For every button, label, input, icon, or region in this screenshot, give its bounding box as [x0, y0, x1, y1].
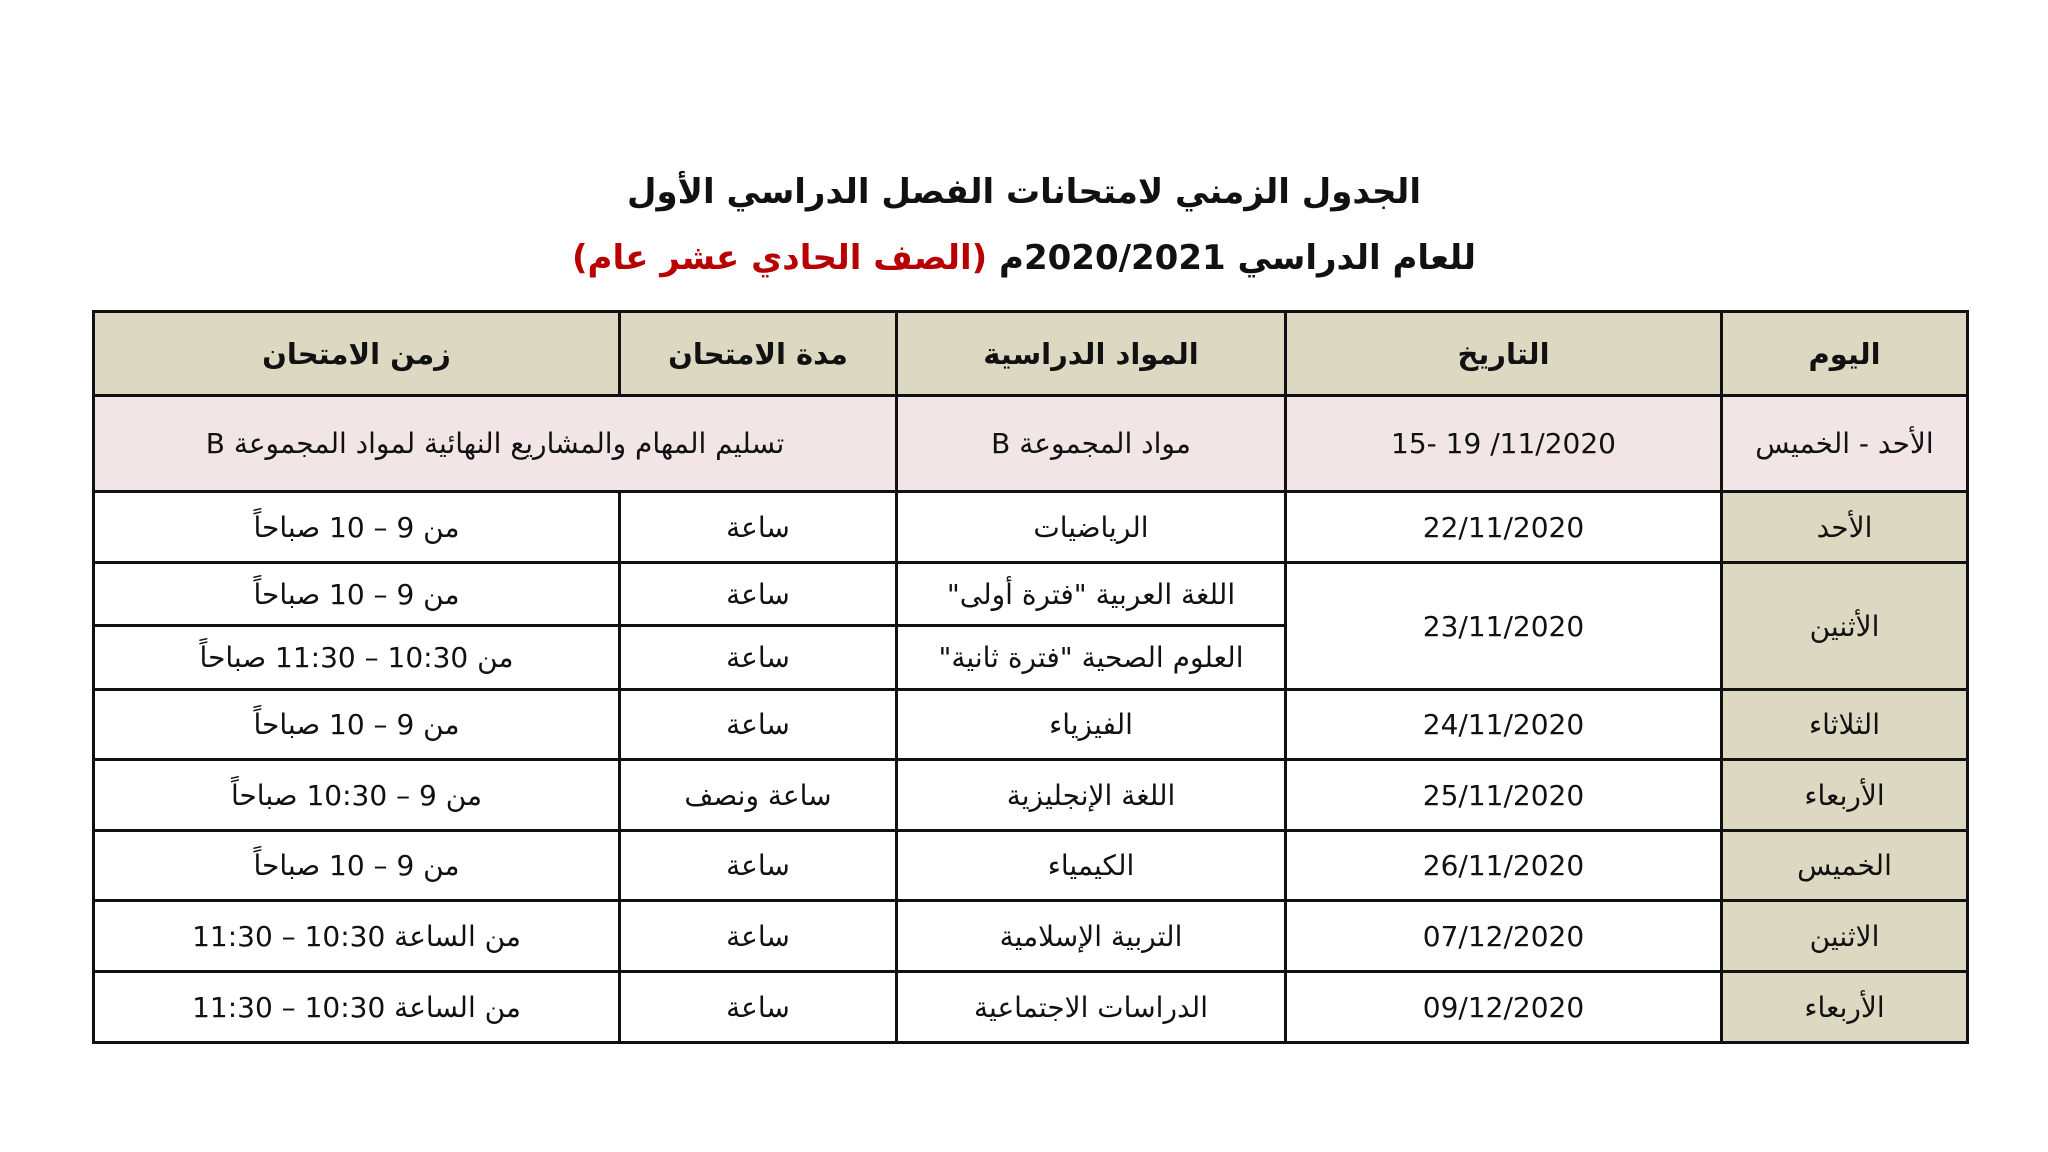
cell-duration: ساعة	[620, 972, 897, 1043]
cell-day: الخميس	[1722, 831, 1968, 901]
cell-date: 26/11/2020	[1286, 831, 1722, 901]
cell-duration: ساعة	[620, 626, 897, 690]
cell-subject: الرياضيات	[897, 492, 1286, 563]
cell-subject: التربية الإسلامية	[897, 901, 1286, 972]
cell-day: الأحد - الخميس	[1722, 396, 1968, 492]
cell-day: الأحد	[1722, 492, 1968, 563]
cell-time: من 9 – 10 صباحاً	[94, 831, 620, 901]
table-row	[94, 831, 1968, 901]
cell-duration: ساعة	[620, 563, 897, 626]
cell-subject: الفيزياء	[897, 690, 1286, 760]
cell-duration: ساعة	[620, 690, 897, 760]
cell-date: 24/11/2020	[1286, 690, 1722, 760]
cell-note: تسليم المهام والمشاريع النهائية لمواد المجموعة B	[94, 396, 897, 492]
cell-time: من الساعة 10:30 – 11:30	[94, 972, 620, 1043]
table-row	[94, 901, 1968, 972]
table-row	[94, 972, 1968, 1043]
table-row	[94, 563, 1968, 626]
cell-duration: ساعة	[620, 492, 897, 563]
exam-schedule-table	[92, 310, 1969, 1044]
cell-day: الأربعاء	[1722, 760, 1968, 831]
subtitle-year: للعام الدراسي 2020/2021م	[999, 238, 1476, 278]
cell-time: من 9 – 10:30 صباحاً	[94, 760, 620, 831]
cell-subject: اللغة الإنجليزية	[897, 760, 1286, 831]
cell-date: 23/11/2020	[1286, 563, 1722, 690]
header-date: التاريخ	[1286, 312, 1722, 396]
cell-duration: ساعة	[620, 831, 897, 901]
cell-date: 09/12/2020	[1286, 972, 1722, 1043]
cell-time: من 9 – 10 صباحاً	[94, 492, 620, 563]
cell-day: الاثنين	[1722, 901, 1968, 972]
header-duration: مدة الامتحان	[620, 312, 897, 396]
header-row	[94, 312, 1968, 396]
group-b-row	[94, 396, 1968, 492]
table-row	[94, 492, 1968, 563]
table-row	[94, 690, 1968, 760]
cell-subject: الكيمياء	[897, 831, 1286, 901]
page-title: الجدول الزمني لامتحانات الفصل الدراسي الأول	[627, 172, 1421, 212]
cell-duration: ساعة	[620, 901, 897, 972]
cell-date: 25/11/2020	[1286, 760, 1722, 831]
cell-time: من 10:30 – 11:30 صباحاً	[94, 626, 620, 690]
header-subject: المواد الدراسية	[897, 312, 1286, 396]
cell-duration: ساعة ونصف	[620, 760, 897, 831]
cell-date: 22/11/2020	[1286, 492, 1722, 563]
cell-time: من 9 – 10 صباحاً	[94, 563, 620, 626]
cell-day: الثلاثاء	[1722, 690, 1968, 760]
cell-date: 15- 19 /11/2020	[1286, 396, 1722, 492]
cell-date: 07/12/2020	[1286, 901, 1722, 972]
subtitle-grade: (الصف الحادي عشر عام)	[572, 238, 988, 278]
table-row	[94, 760, 1968, 831]
cell-subject: العلوم الصحية "فترة ثانية"	[897, 626, 1286, 690]
header-day: اليوم	[1722, 312, 1968, 396]
cell-time: من 9 – 10 صباحاً	[94, 690, 620, 760]
cell-subject: اللغة العربية "فترة أولى"	[897, 563, 1286, 626]
cell-time: من الساعة 10:30 – 11:30	[94, 901, 620, 972]
cell-subject: الدراسات الاجتماعية	[897, 972, 1286, 1043]
header-time: زمن الامتحان	[94, 312, 620, 396]
cell-day: الأربعاء	[1722, 972, 1968, 1043]
cell-subject: مواد المجموعة B	[897, 396, 1286, 492]
cell-day: الأثنين	[1722, 563, 1968, 690]
page-subtitle	[0, 238, 2048, 278]
